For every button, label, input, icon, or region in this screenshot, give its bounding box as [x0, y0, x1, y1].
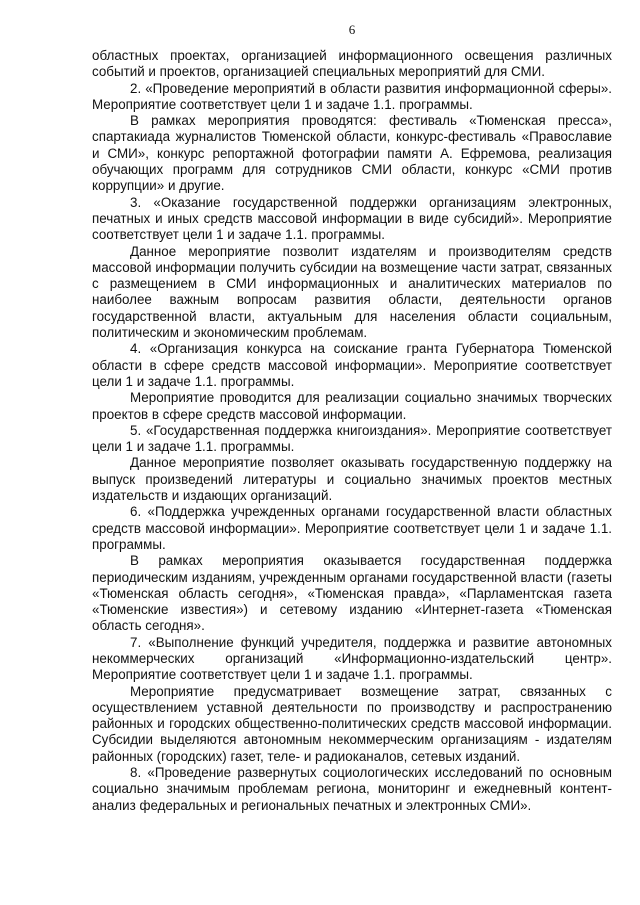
page-number: 6 [348, 22, 356, 37]
paragraph-item-4-details: Мероприятие проводится для реализации социально значимых творческих проектов в сфере средств массовой информации. [92, 390, 612, 422]
paragraph-item-6: 6. «Поддержка учрежденных органами государственной власти областных средств массовой информации». Мероприятие соответствует цели 1 и задаче 1.1. программы. [92, 504, 612, 552]
paragraph-item-2-details: В рамках мероприятия проводятся: фестиваль «Тюменская пресса», спартакиада журналистов Тюменской области, конкурс-фестиваль «Православие и СМИ», конкурс репортажной фотографии памяти А. Ефремова, реализация обучающих программ для сотрудников СМИ области, конкурс «СМИ против коррупции» и другие. [92, 113, 612, 194]
paragraph-continuation: областных проектах, организацией информационного освещения различных событий и проектов, организацией специальных мероприятий для СМИ. [92, 48, 612, 80]
paragraph-item-3-details: Данное мероприятие позволит издателям и производителям средств массовой информации получить субсидии на возмещение части затрат, связанных с размещением в СМИ информационных и аналитических материалов по наиболее важным вопросам развития области, деятельности органов государственной власти, актуальным для населения области социальным, политическим и экономическим проблемам. [92, 243, 612, 341]
paragraph-item-7: 7. «Выполнение функций учредителя, поддержка и развитие автономных некоммерческих организаций «Информационно-издательский центр». Мероприятие соответствует цели 1 и задаче 1.1. программы. [92, 634, 612, 683]
paragraph-item-7-details: Мероприятие предусматривает возмещение затрат, связанных с осуществлением уставной деятельности по производству и распространению районных и городских общественно-политических средств массовой информации. Субсидии выделяются автономным некоммерческим организациям - издателям районных (городских) газет, теле- и радиоканалов, сетевых изданий. [92, 683, 612, 764]
document-page [92, 22, 612, 814]
paragraph-item-4: 4. «Организация конкурса на соискание гранта Губернатора Тюменской области в сфере средств массовой информации». Мероприятие соответствует цели 1 и задаче 1.1. программы. [92, 341, 612, 389]
paragraph-item-3: 3. «Оказание государственной поддержки организациям электронных, печатных и иных средств массовой информации в виде субсидий». Мероприятие соответствует цели 1 и задаче 1.1. программы. [92, 194, 612, 243]
paragraph-item-6-details: В рамках мероприятия оказывается государственная поддержка периодическим изданиям, учрежденным органами государственной власти (газеты «Тюменская область сегодня», «Тюменская правда», «Парламентская газета «Тюменские известия») и сетевому изданию «Интернет-газета «Тюменская область сегодня». [92, 553, 612, 634]
paragraph-item-8: 8. «Проведение развернутых социологических исследований по основным социально значимым проблемам региона, мониторинг и ежедневный контент-анализ федеральных и региональных печатных и электронных СМИ». [92, 765, 612, 813]
paragraph-item-2: 2. «Проведение мероприятий в области развития информационной сферы». Мероприятие соответствует цели 1 и задаче 1.1. программы. [92, 80, 612, 112]
paragraph-item-5-details: Данное мероприятие позволяет оказывать государственную поддержку на выпуск произведений литературы и социально значимых проектов местных издательств и издающих организаций. [92, 455, 612, 504]
paragraph-item-5: 5. «Государственная поддержка книгоиздания». Мероприятие соответствует цели 1 и задаче 1.1. программы. [92, 422, 612, 455]
